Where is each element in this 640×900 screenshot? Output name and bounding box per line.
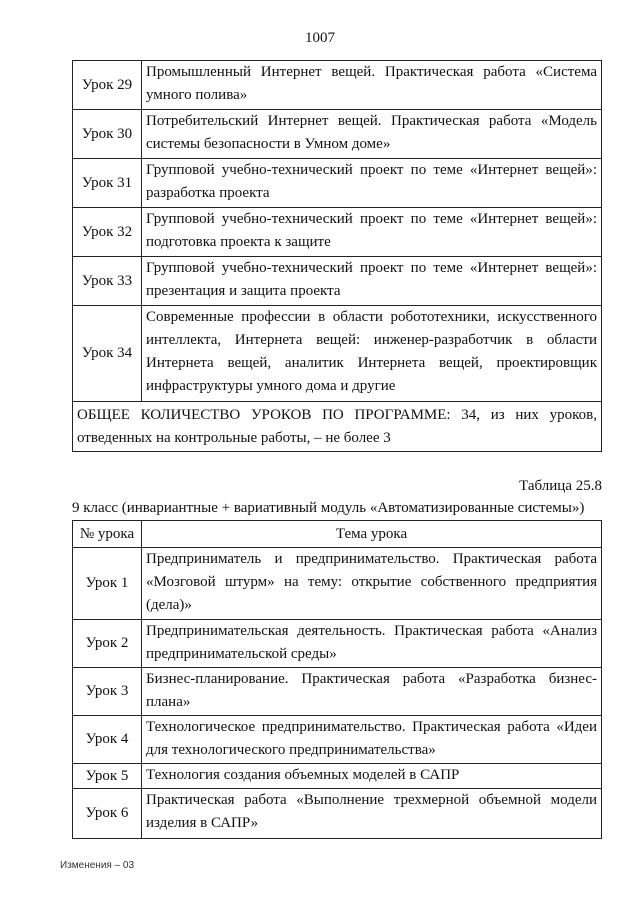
lesson-topic: Групповой учебно-технический проект по теме «Интернет вещей»: разработка проекта xyxy=(142,159,602,208)
footer-revision-note: Изменения – 03 xyxy=(60,860,135,871)
page-number: 1007 xyxy=(305,30,335,46)
table-row xyxy=(73,208,602,257)
table-row xyxy=(73,789,602,839)
lessons-table-grade9 xyxy=(72,520,602,839)
table-row xyxy=(73,110,602,159)
total-lessons-note: ОБЩЕЕ КОЛИЧЕСТВО УРОКОВ ПО ПРОГРАММЕ: 34, из них уроков, отведенных на контрольные работы, – не более 3 xyxy=(73,402,602,452)
lesson-topic: Практическая работа «Выполнение трехмерной объемной модели изделия в САПР» xyxy=(142,789,602,839)
lesson-number: Урок 3 xyxy=(73,668,142,716)
table-row xyxy=(73,257,602,306)
table-row xyxy=(73,548,602,620)
lesson-number: Урок 4 xyxy=(73,716,142,764)
table-row xyxy=(73,764,602,789)
table-row xyxy=(73,716,602,764)
table-row xyxy=(73,668,602,716)
lesson-topic: Промышленный Интернет вещей. Практическая работа «Система умного полива» xyxy=(142,61,602,110)
lesson-topic: Технологическое предпринимательство. Практическая работа «Идеи для технологического предпринимательства» xyxy=(142,716,602,764)
table-row xyxy=(73,620,602,668)
lesson-number: Урок 31 xyxy=(73,159,142,208)
table-row xyxy=(73,61,602,110)
lesson-topic: Предприниматель и предпринимательство. Практическая работа «Мозговой штурм» на тему: открытие собственного предприятия (дела)» xyxy=(142,548,602,620)
table-header-row xyxy=(73,521,602,548)
lesson-topic: Технология создания объемных моделей в САПР xyxy=(142,764,602,789)
lesson-number: Урок 2 xyxy=(73,620,142,668)
lesson-topic: Групповой учебно-технический проект по теме «Интернет вещей»: презентация и защита проекта xyxy=(142,257,602,306)
lesson-number: Урок 34 xyxy=(73,306,142,402)
lessons-table-grade8 xyxy=(72,60,602,452)
column-header-lesson-topic: Тема урока xyxy=(142,521,602,548)
lesson-topic: Предпринимательская деятельность. Практическая работа «Анализ предпринимательской среды» xyxy=(142,620,602,668)
lesson-topic: Групповой учебно-технический проект по теме «Интернет вещей»: подготовка проекта к защите xyxy=(142,208,602,257)
lesson-topic: Современные профессии в области робототехники, искусственного интеллекта, Интернета вещей: инженер-разработчик в области Интернета вещей, аналитик Интернета вещей, проектировщик инфраструктуры умного дома и другие xyxy=(142,306,602,402)
lesson-topic: Потребительский Интернет вещей. Практическая работа «Модель системы безопасности в Умном доме» xyxy=(142,110,602,159)
lesson-number: Урок 33 xyxy=(73,257,142,306)
table-total-row xyxy=(73,402,602,452)
lesson-number: Урок 1 xyxy=(73,548,142,620)
table-heading: 9 класс (инвариантные + вариативный модуль «Автоматизированные системы») xyxy=(72,500,585,516)
lesson-number: Урок 30 xyxy=(73,110,142,159)
lesson-number: Урок 29 xyxy=(73,61,142,110)
lesson-topic: Бизнес-планирование. Практическая работа «Разработка бизнес-плана» xyxy=(142,668,602,716)
table-row xyxy=(73,159,602,208)
lesson-number: Урок 6 xyxy=(73,789,142,839)
column-header-lesson-number: № урока xyxy=(73,521,142,548)
lesson-number: Урок 5 xyxy=(73,764,142,789)
table-row xyxy=(73,306,602,402)
lesson-number: Урок 32 xyxy=(73,208,142,257)
table-caption: Таблица 25.8 xyxy=(519,478,602,494)
